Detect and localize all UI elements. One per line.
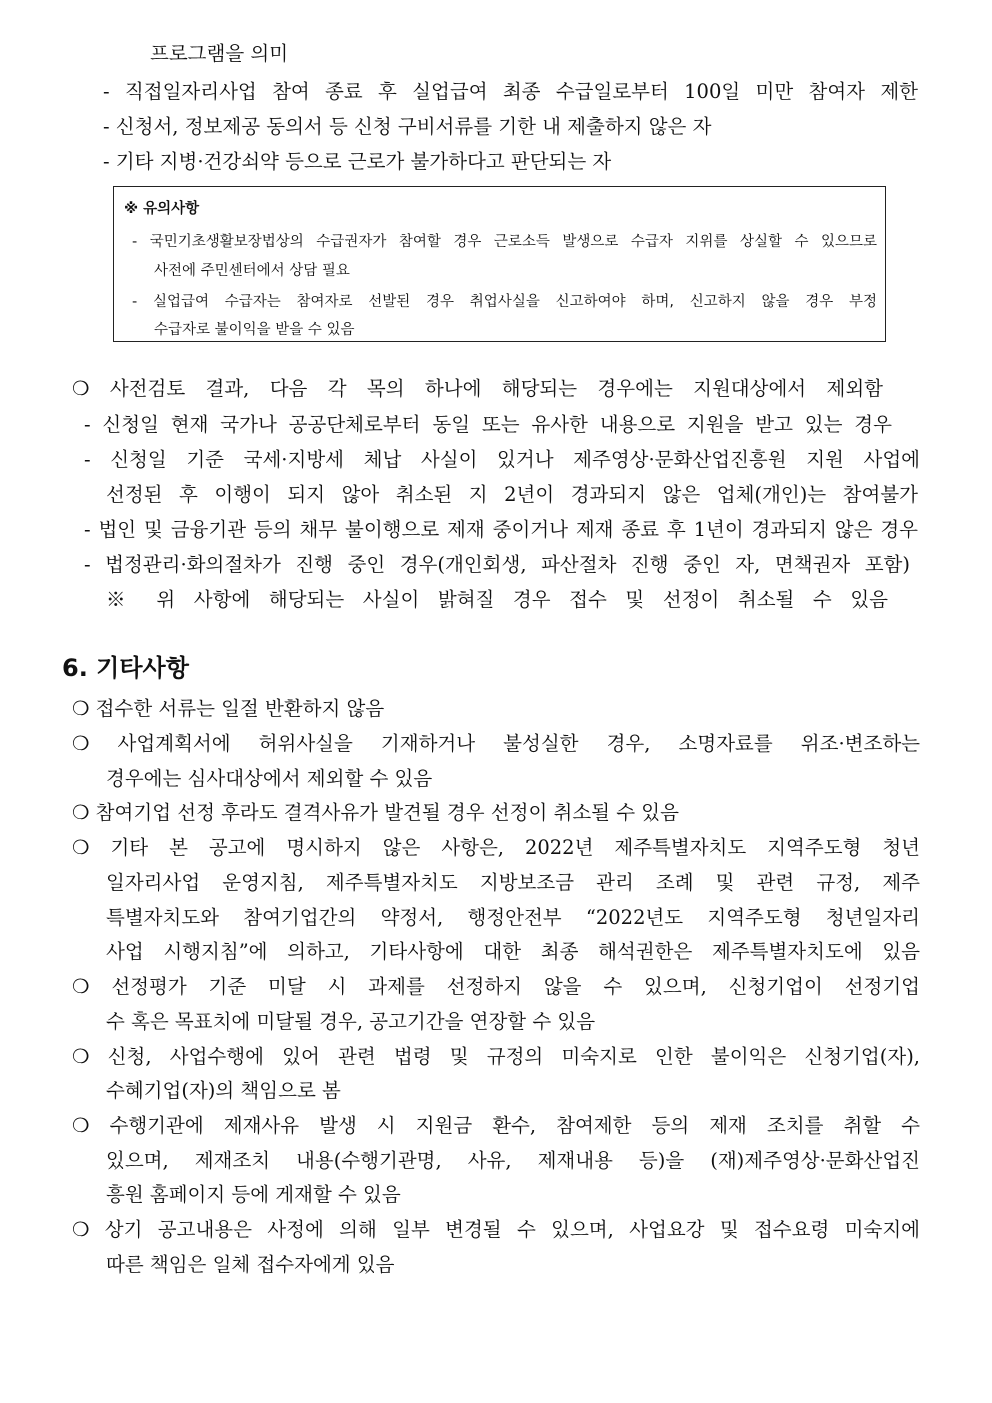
section6-line-1: ❍ 사업계획서에 허위사실을 기재하거나 불성실한 경우, 소명자료를 위조·변조하는 [72,732,920,755]
section6-line-14: 흥원 홈페이지 등에 게재할 수 있음 [106,1183,401,1206]
section6-line-13: 있으며, 제재조치 내용(수행기관명, 사유, 제재내용 등)을 (재)제주영상·문화산업진 [106,1149,920,1172]
section6-line-6: 특별자치도와 참여기업간의 약정서, 행정안전부 “2022년도 지역주도형 청년일자리 [106,906,920,929]
section6-line-7: 사업 시행지침”에 의하고, 기타사항에 대한 최종 해석권한은 제주특별자치도에 있음 [106,940,920,963]
top-list-line-0: 프로그램을 의미 [150,42,289,65]
section6-line-11: 수혜기업(자)의 책임으로 봄 [106,1079,341,1102]
notice-box [113,186,886,342]
section6-line-8: ❍ 선정평가 기준 미달 시 과제를 선정하지 않을 수 있으며, 신청기업이 선정기업 [72,975,920,998]
section6-line-5: 일자리사업 운영지침, 제주특별자치도 지방보조금 관리 조례 및 관련 규정, 제주 [106,871,920,894]
precheck-line-0: ❍ 사전검토 결과, 다음 각 목의 하나에 해당되는 경우에는 지원대상에서 제외함 [72,377,883,400]
notice-line-2: - 실업급여 수급자는 참여자로 선발된 경우 취업사실을 신고하여야 하며, 신고하지 않을 경우 부정 [132,294,877,310]
precheck-line-4: - 법인 및 금융기관 등의 채무 불이행으로 제재 중이거나 제재 종료 후 1년이 경과되지 않은 경우 [84,518,918,541]
notice-line-1: 사전에 주민센터에서 상담 필요 [154,263,350,279]
notice-title: ※ 유의사항 [124,201,200,217]
precheck-line-5: - 법정관리·화의절차가 진행 중인 경우(개인회생, 파산절차 진행 중인 자, 면책권자 포함) [84,553,910,576]
section6-line-2: 경우에는 심사대상에서 제외할 수 있음 [106,767,433,790]
notice-line-0: - 국민기초생활보장법상의 수급권자가 참여할 경우 근로소득 발생으로 수급자 지위를 상실할 수 있으므로 [132,234,877,250]
precheck-line-6: ※ 위 사항에 해당되는 사실이 밝혀질 경우 접수 및 선정이 취소될 수 있음 [106,588,888,611]
precheck-line-3: 선정된 후 이행이 되지 않아 취소된 지 2년이 경과되지 않은 업체(개인)는 참여불가 [106,483,918,506]
top-list-line-2: - 신청서, 정보제공 동의서 등 신청 구비서류를 기한 내 제출하지 않은 자 [103,115,712,138]
top-list-line-1: - 직접일자리사업 참여 종료 후 실업급여 최종 수급일로부터 100일 미만 참여자 제한 [103,80,918,103]
precheck-line-1: - 신청일 현재 국가나 공공단체로부터 동일 또는 유사한 내용으로 지원을 받고 있는 경우 [84,413,892,436]
section6-line-9: 수 혹은 목표치에 미달될 경우, 공고기간을 연장할 수 있음 [106,1010,596,1033]
precheck-line-2: - 신청일 기준 국세·지방세 체납 사실이 있거나 제주영상·문화산업진흥원 지원 사업에 [84,448,920,471]
section6-line-16: 따른 책임은 일체 접수자에게 있음 [106,1253,395,1276]
section6-line-15: ❍ 상기 공고내용은 사정에 의해 일부 변경될 수 있으며, 사업요강 및 접수요령 미숙지에 [72,1218,920,1241]
section6-line-0: ❍ 접수한 서류는 일절 반환하지 않음 [72,697,385,720]
section6-line-10: ❍ 신청, 사업수행에 있어 관련 법령 및 규정의 미숙지로 인한 불이익은 신청기업(자), [72,1045,920,1068]
section6-line-12: ❍ 수행기관에 제재사유 발생 시 지원금 환수, 참여제한 등의 제재 조치를 취할 수 [72,1114,920,1137]
section6-line-3: ❍ 참여기업 선정 후라도 결격사유가 발견될 경우 선정이 취소될 수 있음 [72,801,679,824]
section-heading: 6. 기타사항 [62,654,189,682]
top-list-line-3: - 기타 지병·건강쇠약 등으로 근로가 불가하다고 판단되는 자 [103,150,612,173]
section6-line-4: ❍ 기타 본 공고에 명시하지 않은 사항은, 2022년 제주특별자치도 지역주도형 청년 [72,836,920,859]
notice-line-3: 수급자로 불이익을 받을 수 있음 [154,322,355,338]
